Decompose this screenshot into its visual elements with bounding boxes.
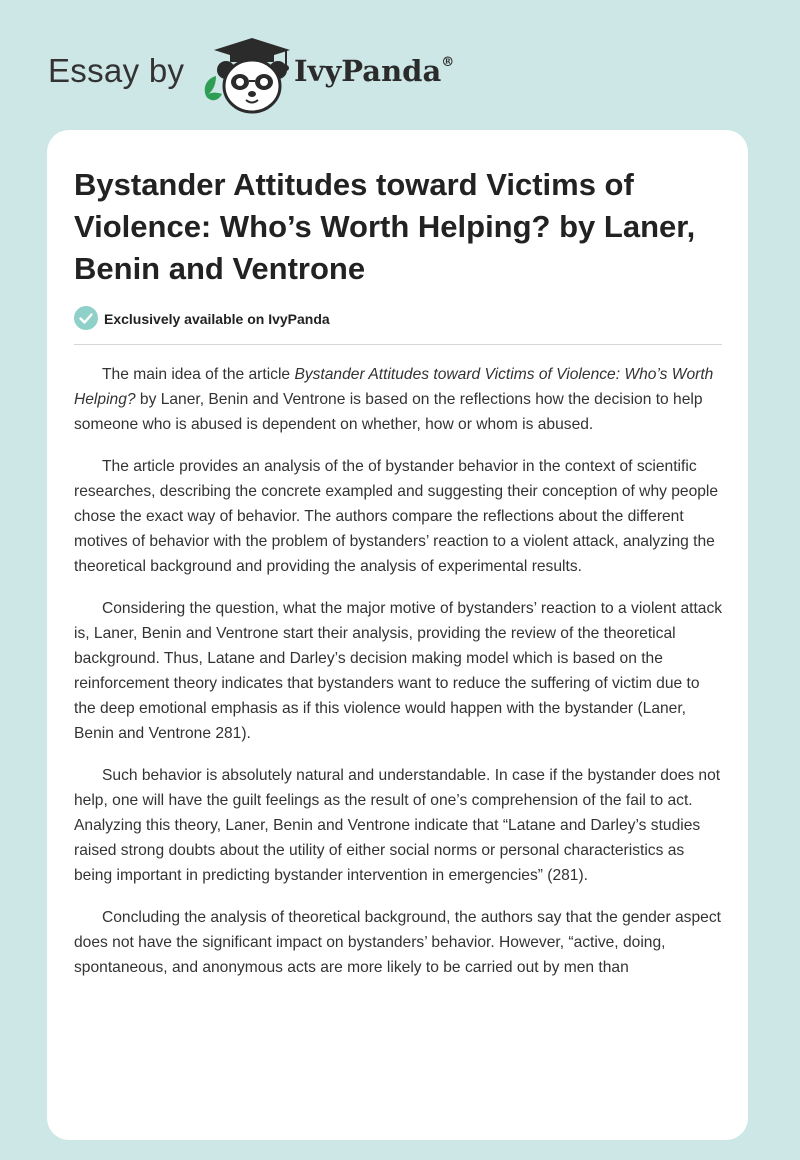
badge-label: Exclusively available on IvyPanda [104, 311, 330, 327]
paragraph: Such behavior is absolutely natural and understandable. In case if the bystander does not help, one will have the guilt feelings as the result of one’s comprehension of the fail to act. Analyzing this theory, Laner, Benin and Ventrone indicate that “Latane and Darley’s studies raised strong doubts about the utility of either social norms or personal characteristics as being important in predicting bystander intervention in emergencies” (281). [74, 767, 721, 884]
registered-mark: ® [441, 55, 455, 71]
essay-by-label: Essay by [48, 52, 185, 89]
site-header [48, 34, 468, 114]
check-circle-icon [74, 306, 98, 330]
panda-graduate-icon[interactable] [200, 36, 292, 114]
divider [74, 344, 722, 345]
paragraph: Considering the question, what the major motive of bystanders’ reaction to a violent attack is, Laner, Benin and Ventrone start their analysis, providing the review of the theoretical background. Thus, Latane and Darley’s decision making model which is based on the reinforcement theory indicates that bystanders want to reduce the suffering of victim due to the deep emotional emphasis as if this violence would happen with the bystander (Laner, Benin and Ventrone 281). [74, 600, 723, 742]
article-body [74, 362, 724, 997]
page-title: Bystander Attitudes toward Victims of Violence: Who’s Worth Helping? by Laner, Benin and Ventrone [74, 167, 696, 286]
paragraph: The main idea of the article Bystander Attitudes toward Victims of Violence: Who’s Worth Helping? by Laner, Benin and Ventrone is based on the reflections how the decision to help someone who is abused is dependent on whether, how or whom is abused. [74, 366, 714, 433]
brand-name[interactable]: IvyPanda® [294, 54, 455, 88]
article-title-italic: Bystander Attitudes toward Victims of Violence: Who’s Worth Helping? [74, 366, 714, 408]
exclusive-badge [74, 306, 474, 332]
paragraph: The article provides an analysis of the of bystander behavior in the context of scientific researches, describing the concrete exampled and suggesting their conception of why people chose the exact way of behavior. The authors compare the reflections about the different motives of behavior with the problem of bystanders’ reaction to a violent attack, analyzing the theoretical background and providing the analysis of experimental results. [74, 458, 719, 575]
essay-card [47, 130, 748, 1140]
paragraph: Concluding the analysis of theoretical background, the authors say that the gender aspect does not have the significant impact on bystanders’ behavior. However, “active, doing, spontaneous, and anonymous acts are more likely to be carried out by men than [74, 909, 721, 976]
